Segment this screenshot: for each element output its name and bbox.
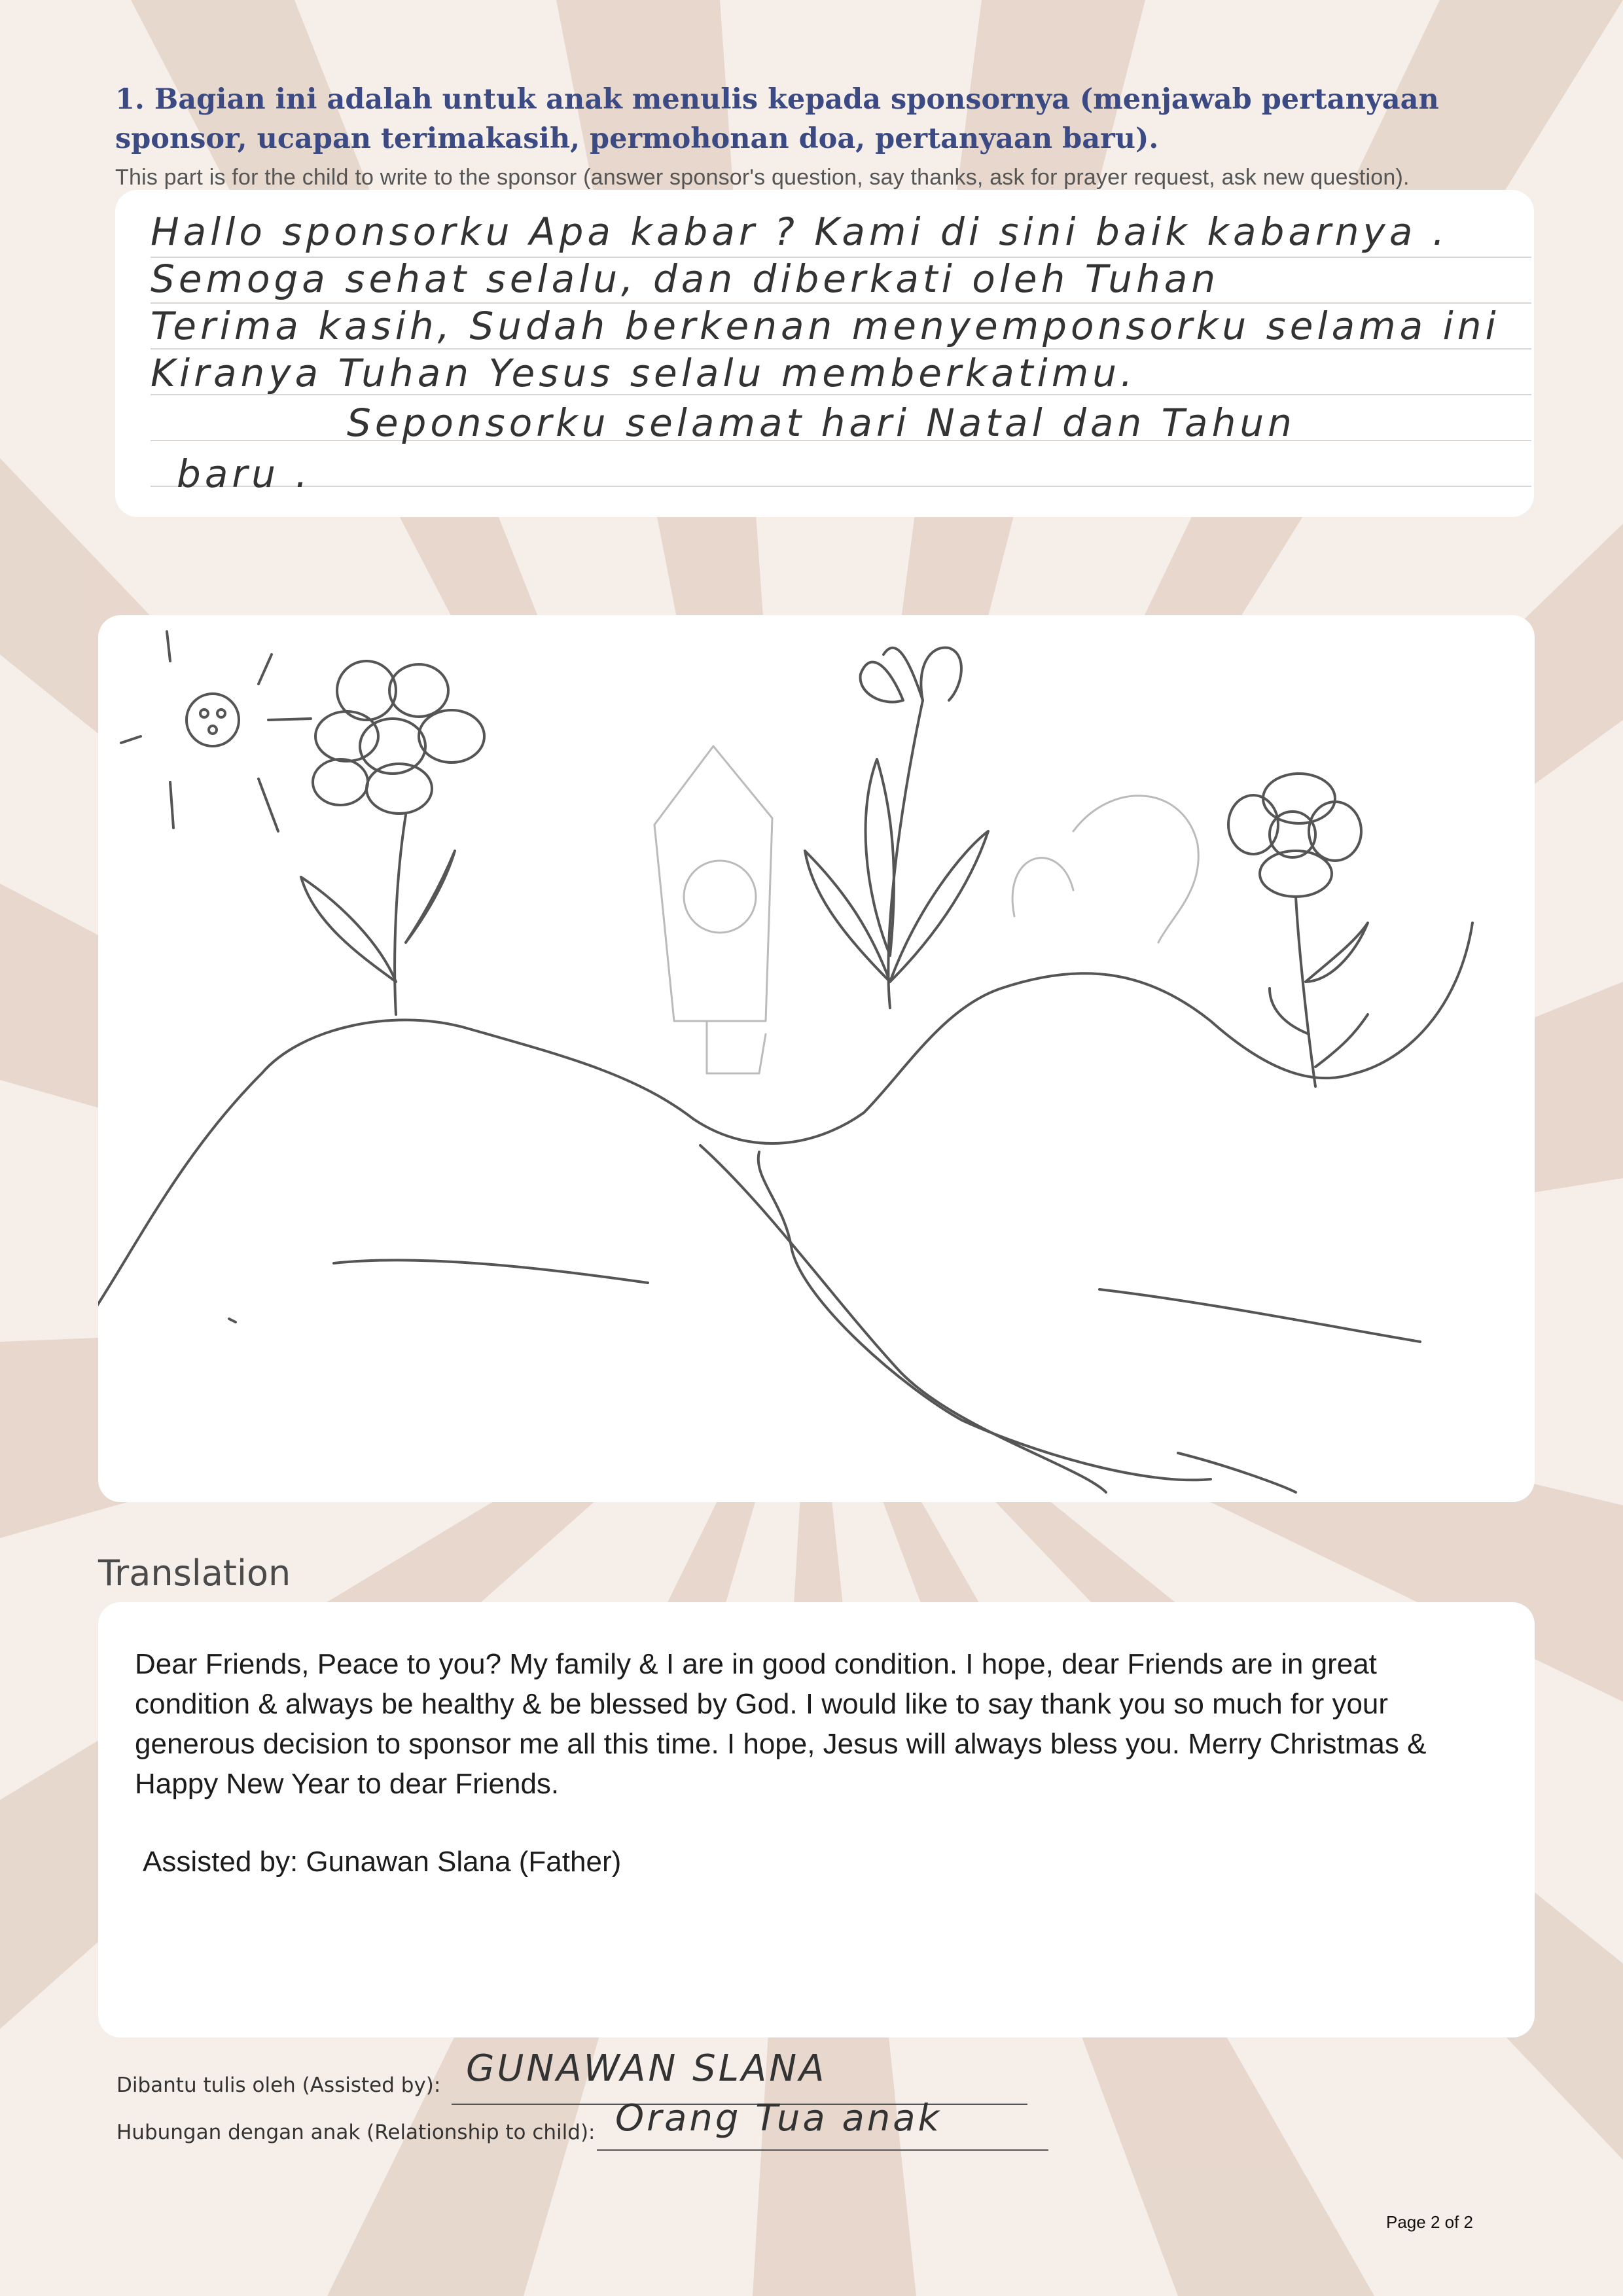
header-title-english: This part is for the child to write to the sponsor (answer sponsor's question, say thanks, ask for prayer request, ask new question).	[115, 165, 1410, 190]
flower-left-drawing	[301, 661, 484, 1014]
assisted-by-label: Dibantu tulis oleh (Assisted by):	[116, 2073, 441, 2097]
ruled-line	[151, 348, 1531, 350]
handwritten-line-4: Kiranya Tuhan Yesus selalu memberkatimu.	[151, 351, 1137, 395]
handwritten-line-5: Seponsorku selamat hari Natal dan Tahun	[347, 401, 1296, 445]
plant-middle-drawing	[805, 648, 988, 1008]
handwritten-line-1: Hallo sponsorku Apa kabar ? Kami di sini baik kabarnya .	[151, 209, 1449, 254]
ruled-line	[151, 486, 1531, 487]
page-number: Page 2 of 2	[1386, 2212, 1473, 2232]
assisted-by-value: GUNAWAN SLANA	[466, 2047, 827, 2090]
relationship-line	[597, 2149, 1048, 2151]
relationship-label: Hubungan dengan anak (Relationship to child):	[116, 2121, 596, 2144]
section-header	[115, 80, 1555, 190]
translation-assisted-note: Assisted by: Gunawan Slana (Father)	[143, 1846, 622, 1878]
flower-right-drawing	[1228, 774, 1368, 1086]
handwritten-line-2: Semoga sehat selalu, dan diberkati oleh Tuhan	[151, 257, 1220, 301]
translation-heading: Translation	[98, 1552, 291, 1594]
sun-drawing	[121, 632, 311, 831]
hills-drawing	[98, 923, 1472, 1492]
handwritten-line-6: baru .	[177, 452, 312, 496]
child-drawing	[98, 615, 1535, 1502]
translation-body: Dear Friends, Peace to you? My family & I are in good condition. I hope, dear Friends are in great condition & always be healthy & be blessed by God. I would like to say thank you so much for your generous decision to sponsor me all this time. I hope, Jesus will always bless you. Merry Christmas & Happy New Year to dear Friends.	[135, 1648, 1427, 1800]
faint-sketch-drawing	[654, 746, 1198, 1073]
relationship-value: Orang Tua anak	[615, 2097, 942, 2140]
handwritten-line-3: Terima kasih, Sudah berkenan menyemponsorku selama ini	[151, 304, 1500, 348]
header-title-indonesian: 1. Bagian ini adalah untuk anak menulis kepada sponsornya (menjawab pertanyaan sponsor, ucapan terimakasih, permohonan doa, pertanyaan baru).	[115, 83, 1439, 155]
